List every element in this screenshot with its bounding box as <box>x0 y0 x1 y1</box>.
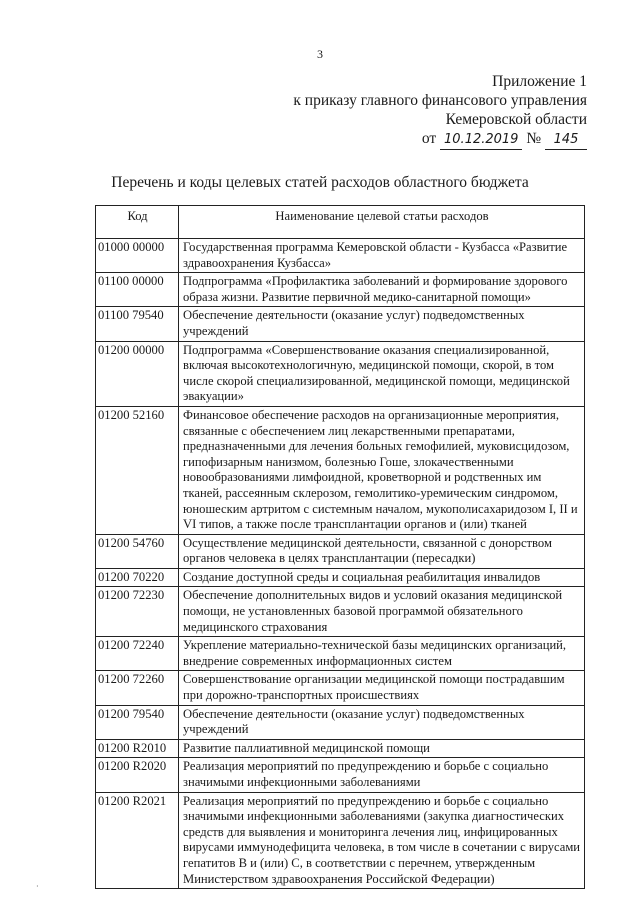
row-code: 01000 00000 <box>96 239 179 273</box>
row-name: Обеспечение деятельности (оказание услуг) подведомственных учреждений <box>179 705 585 739</box>
table-row <box>96 758 585 792</box>
table-row <box>96 273 585 307</box>
header-name: Наименование целевой статьи расходов <box>179 206 585 239</box>
header-code: Код <box>96 206 179 239</box>
row-name: Обеспечение дополнительных видов и условий оказания медицинской помощи, не установленных базовой программой обязательного медицинского страхования <box>179 587 585 637</box>
row-name: Осуществление медицинской деятельности, связанной с донорством органов человека в целях трансплантации (пересадки) <box>179 534 585 568</box>
row-code: 01200 52160 <box>96 406 179 534</box>
row-name: Финансовое обеспечение расходов на организационные мероприятия, связанные с обеспечением лиц лекарственными препаратами, предназначенными для лечения больных гемофилией, муковисцидозом, гипофизарным нанизмом, болезнью Гоше, злокачественными новообразованиями лимфоидной, кроветворной и родственных им тканей, рассеянным склерозом, гемолитико-уремическим синдромом, юношеским артритом с системным началом, мукополисахаридозом I, II и VI типов, а также после трансплантации органов и (или) тканей <box>179 406 585 534</box>
codes-table <box>95 205 585 889</box>
row-code: 01200 70220 <box>96 568 179 587</box>
row-name: Развитие паллиативной медицинской помощи <box>179 739 585 758</box>
table-row <box>96 705 585 739</box>
number-prefix: № <box>526 130 542 147</box>
appendix-date-line <box>293 129 587 150</box>
row-code: 01200 R2020 <box>96 758 179 792</box>
table-row <box>96 534 585 568</box>
table-row <box>96 792 585 889</box>
date-prefix: от <box>421 130 437 147</box>
table-row <box>96 239 585 273</box>
row-name: Реализация мероприятий по предупреждению и борьбе с социально значимыми инфекционными заболеваниями (закупка диагностических средств для выявления и мониторинга лечения лиц, инфицированных вирусами иммунодефицита человека, в том числе в сочетании с вирусами гепатитов B и (или) C, в соответствии с перечнем, утвержденным Министерством здравоохранения Российской Федерации) <box>179 792 585 889</box>
row-code: 01200 00000 <box>96 341 179 406</box>
footer-mark: · <box>36 882 39 891</box>
row-code: 01100 00000 <box>96 273 179 307</box>
table-row <box>96 568 585 587</box>
page-number: 3 <box>317 47 323 61</box>
table-row <box>96 406 585 534</box>
row-name: Подпрограмма «Совершенствование оказания специализированной, включая высокотехнологичную, медицинской помощи, скорой, в том числе скорой специализированной, медицинской помощи, медицинской эвакуации» <box>179 341 585 406</box>
table-row <box>96 307 585 341</box>
handwritten-date: 10.12.2019 <box>440 130 522 150</box>
table-header-row <box>96 206 585 239</box>
appendix-title: Приложение 1 <box>492 73 587 90</box>
table-row <box>96 739 585 758</box>
row-code: 01200 54760 <box>96 534 179 568</box>
row-name: Создание доступной среды и социальная реабилитация инвалидов <box>179 568 585 587</box>
appendix-region: Кемеровской области <box>445 111 587 128</box>
row-name: Обеспечение деятельности (оказание услуг) подведомственных учреждений <box>179 307 585 341</box>
row-code: 01200 72240 <box>96 637 179 671</box>
row-name: Подпрограмма «Профилактика заболеваний и формирование здорового образа жизни. Развитие первичной медико-санитарной помощи» <box>179 273 585 307</box>
row-code: 01200 R2021 <box>96 792 179 889</box>
row-code: 01200 79540 <box>96 705 179 739</box>
document-title: Перечень и коды целевых статей расходов областного бюджета <box>111 174 529 191</box>
appendix-order-ref: к приказу главного финансового управления <box>293 92 587 109</box>
row-name: Укрепление материально-технической базы медицинских организаций, внедрение современных информационных систем <box>179 637 585 671</box>
row-code: 01200 72230 <box>96 587 179 637</box>
handwritten-number: 145 <box>545 130 587 150</box>
table-row <box>96 341 585 406</box>
table-row <box>96 637 585 671</box>
appendix-header <box>293 72 587 150</box>
row-name: Государственная программа Кемеровской области - Кузбасса «Развитие здравоохранения Кузбасса» <box>179 239 585 273</box>
row-code: 01100 79540 <box>96 307 179 341</box>
row-name: Реализация мероприятий по предупреждению и борьбе с социально значимыми инфекционными заболеваниями <box>179 758 585 792</box>
row-code: 01200 72260 <box>96 671 179 705</box>
table-row <box>96 671 585 705</box>
table-row <box>96 587 585 637</box>
row-name: Совершенствование организации медицинской помощи пострадавшим при дорожно-транспортных происшествиях <box>179 671 585 705</box>
row-code: 01200 R2010 <box>96 739 179 758</box>
